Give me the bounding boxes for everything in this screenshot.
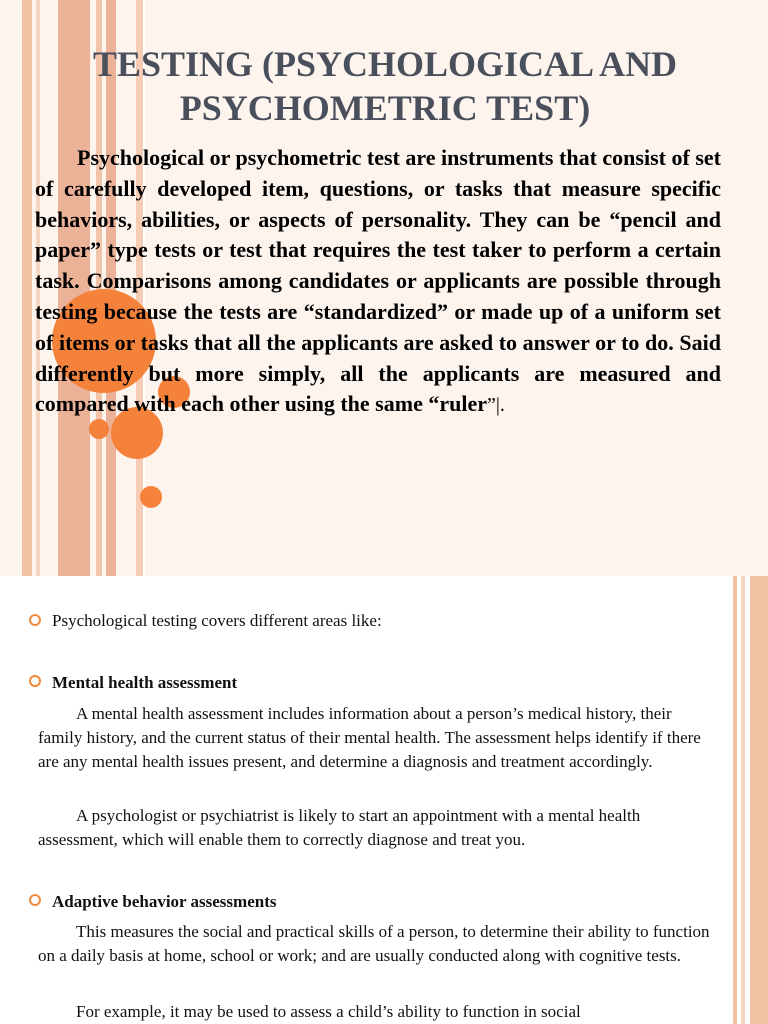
title-line-1: TESTING (PSYCHOLOGICAL AND [92, 44, 678, 84]
bullet-icon [29, 675, 41, 687]
slide-1-title [40, 42, 730, 130]
bullet-icon [29, 894, 41, 906]
section-heading-adaptive-behavior: Adaptive behavior assessments [52, 892, 277, 911]
intro-line: Psychological testing covers different areas like: [52, 611, 382, 630]
body-end-mark: ”|. [486, 394, 505, 417]
orange-circle-tiny [89, 419, 109, 439]
mental-health-paragraph-2: A psychologist or psychiatrist is likely to start an appointment with a mental health assessment, which will enable them to correctly diagnose and treat you. [38, 806, 641, 849]
slide-1-body [35, 143, 721, 421]
adaptive-behavior-paragraph-2: For example, it may be used to assess a child’s ability to function in social [76, 1002, 581, 1021]
slide-2-content [0, 576, 720, 1024]
slide-1-body-text: Psychological or psychometric test are instruments that consist of set of carefully developed item, questions, or tasks that measure specific behaviors, abilities, or aspects of personality. They can be “pencil and paper” type tests or test that requires the test taker to perform a certain task. Comparisons among candidates or applicants are possible through testing because the tests are “standardized” or made up of a uniform set of items or tasks that all the applicants are asked to answer or to do. Said differently but more simply, all the applicants are measured and compared with each other using the same “ruler [35, 145, 721, 417]
section-heading-mental-health: Mental health assessment [52, 673, 238, 692]
bullet-icon [29, 614, 41, 626]
left-stripe-1 [22, 0, 32, 576]
right-stripe-3 [750, 576, 768, 1024]
right-stripe-2 [741, 576, 745, 1024]
adaptive-behavior-paragraph-1: This measures the social and practical skills of a person, to determine their ability to function on a daily basis at home, school or work; and are usually conducted along with cognitive tests. [38, 922, 710, 965]
mental-health-paragraph-1: A mental health assessment includes information about a person’s medical history, their family history, and the current status of their mental health. The assessment helps identify if there are any mental health issues present, and determine a diagnosis and treatment accordingly. [38, 704, 701, 771]
slide-2 [0, 576, 768, 1024]
title-line-2: PSYCHOMETRIC TEST) [179, 88, 591, 128]
right-stripe-1 [733, 576, 737, 1024]
orange-circle-small [140, 486, 162, 508]
